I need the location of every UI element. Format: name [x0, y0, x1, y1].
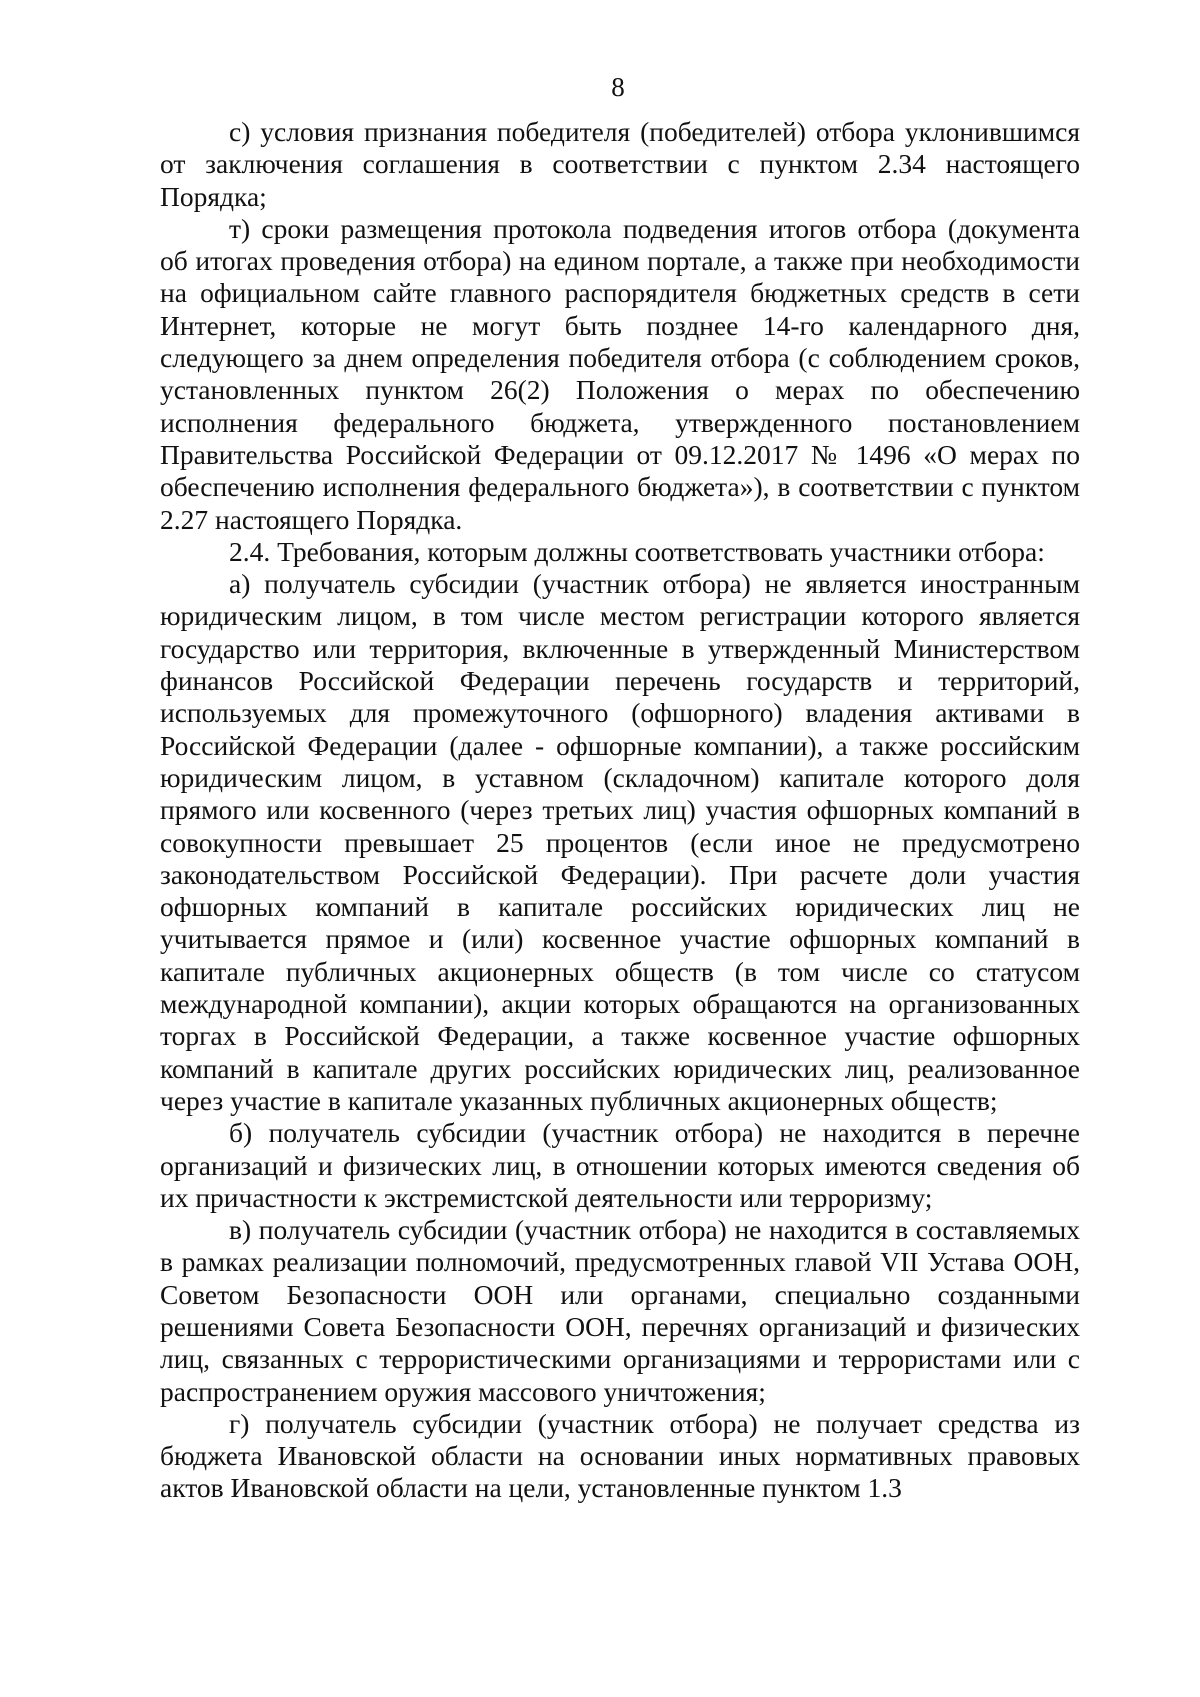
paragraph-item-t: т) сроки размещения протокола подведения итогов отбора (документа об итогах проведения отбора) на едином портале, а также при необходимости на официальном сайте главного распорядителя бюджетных средств в сети Интернет, которые не могут быть позднее 14-го календарного дня, следующего за днем определения победителя отбора (с соблюдением сроков, установленных пунктом 26(2) Положения о мерах по обеспечению исполнения федерального бюджета, утвержденного постановлением Правительства Российской Федерации от 09.12.2017 № 1496 «О мерах по обеспечению исполнения федерального бюджета»), в соответствии с пунктом 2.27 настоящего Порядка. — [160, 212, 1080, 535]
paragraph-section-2-4: 2.4. Требования, которым должны соответствовать участники отбора: — [229, 535, 1045, 567]
paragraph-item-v: в) получатель субсидии (участник отбора) не находится в составляемых в рамках реализации полномочий, предусмотренных главой VII Устава ООН, Советом Безопасности ООН или органами, специально созданными решениями Совета Безопасности ООН, перечнях организаций и физических лиц, связанных с террористическими организациями и террористами или с распространением оружия массового уничтожения; — [160, 1214, 1080, 1407]
paragraph-item-b: б) получатель субсидии (участник отбора) не находится в перечне организаций и физических лиц, в отношении которых имеются сведения об их причастности к экстремистской деятельности или терроризму; — [160, 1117, 1080, 1213]
paragraph-item-a: а) получатель субсидии (участник отбора) не является иностранным юридическим лицом, в том числе местом регистрации которого является государство или территория, включенные в утвержденный Министерством финансов Российской Федерации перечень государств и территорий, используемых для промежуточного (офшорного) владения активами в Российской Федерации (далее - офшорные компании), а также российским юридическим лицом, в уставном (складочном) капитале которого доля прямого или косвенного (через третьих лиц) участия офшорных компаний в совокупности превышает 25 процентов (если иное не предусмотрено законодательством Российской Федерации). При расчете доли участия офшорных компаний в капитале российских юридических лиц не учитывается прямое и (или) косвенное участие офшорных компаний в капитале публичных акционерных обществ (в том числе со статусом международной компании), акции которых обращаются на организованных торгах в Российской Федерации, а также косвенное участие офшорных компаний в капитале других российских юридических лиц, реализованное через участие в капитале указанных публичных акционерных обществ; — [160, 568, 1080, 1116]
page-number: 8 — [611, 72, 625, 102]
document-body — [160, 116, 1080, 1505]
paragraph-item-s: с) условия признания победителя (победителей) отбора уклонившимся от заключения соглашения в соответствии с пунктом 2.34 настоящего Порядка; — [160, 116, 1080, 212]
paragraph-item-g: г) получатель субсидии (участник отбора) не получает средства из бюджета Ивановской области на основании иных нормативных правовых актов Ивановской области на цели, установленные пунктом 1.3 — [160, 1407, 1080, 1504]
